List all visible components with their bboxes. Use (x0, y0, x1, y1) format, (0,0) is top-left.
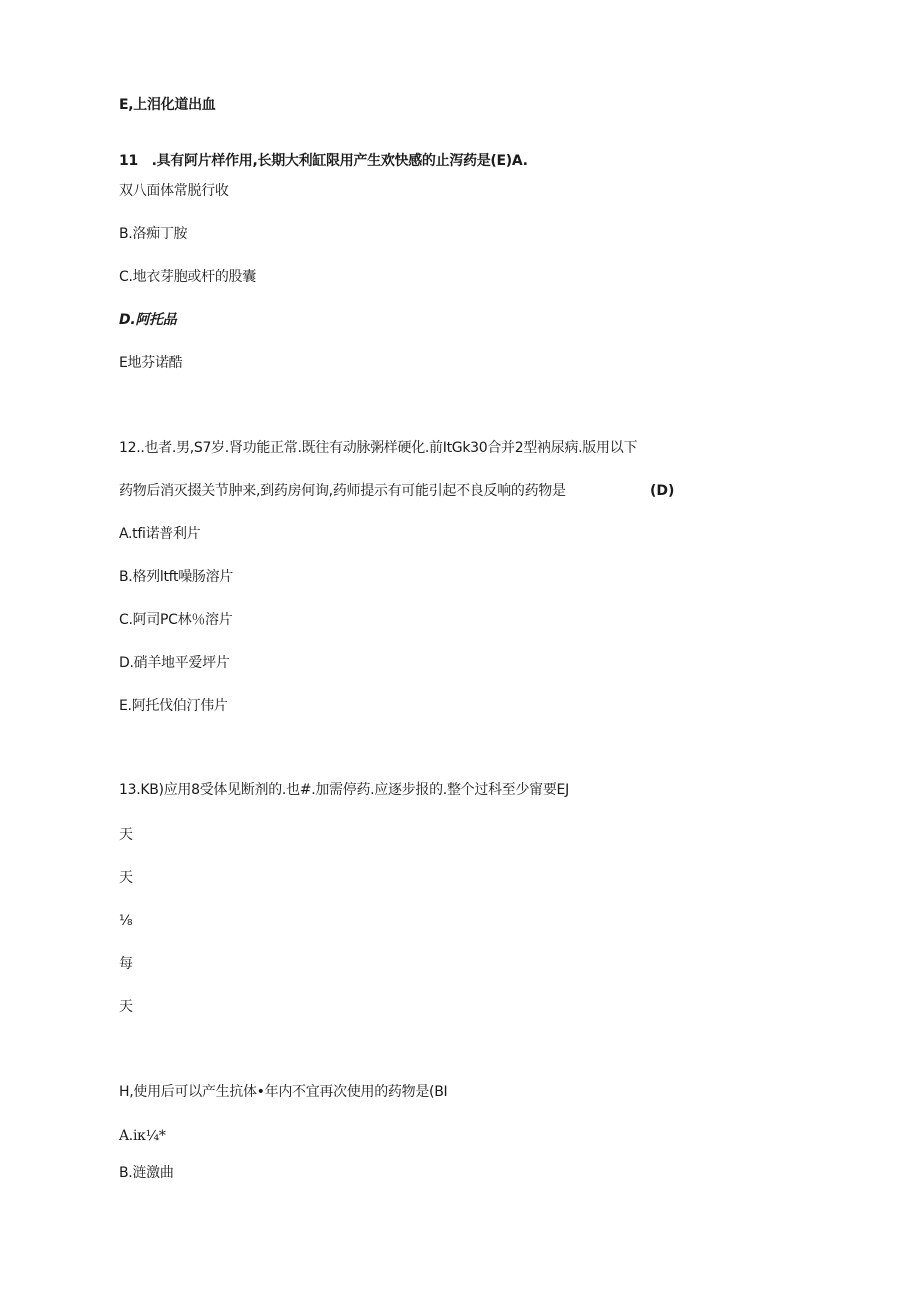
option-a-q11: 双八面体常脱行收 (119, 183, 229, 199)
option-e-q12: E.阿托伐伯汀伟片 (119, 698, 228, 714)
question-12-line-1: 12..也者.男,S7岁.肾功能正常.既往有动脉粥样硬化.前ItGk30合并2型衲尿病.版用以下 (119, 440, 638, 456)
option-b-q13: 天 (119, 870, 133, 886)
option-a-q12: A.tfi诺普利片 (119, 526, 201, 542)
option-c-q11: C.地衣芽胞或杆的股囊 (119, 269, 256, 285)
option-c-q12: C.阿司PC林％溶片 (119, 612, 233, 628)
option-e-q11: E地芬诺酷 (119, 355, 183, 371)
option-b-q11: B.洛痴丁胺 (119, 226, 188, 242)
option-a-q14: A.iκ¼* (119, 1128, 166, 1144)
option-c-q13: ⅛ (119, 913, 133, 929)
option-e-q13: 天 (119, 999, 133, 1015)
option-e-q10: E,上泪化道出血 (119, 97, 216, 113)
option-b-q12: B.格列ltft噪肠溶片 (119, 569, 234, 585)
option-a-q13: 天 (119, 827, 133, 843)
option-b-q14: B.涟激曲 (119, 1165, 174, 1181)
option-d-q11: D.阿托品 (119, 312, 177, 328)
question-12-line-2: 药物后消灭掇关节肿来,到药房何询,药师提示有可能引起不良反响的药物是 (119, 483, 566, 499)
option-d-q12: D.硝羊地平爱坪片 (119, 655, 230, 671)
question-14: H,使用后可以产生抗体•年内不宜再次使用的药物是(BI (119, 1084, 448, 1100)
option-d-q13: 每 (119, 956, 133, 972)
question-11: 11 .具有阿片样作用,长期大利缸限用产生欢快感的止泻药是(E)A. (119, 153, 528, 169)
question-13: 13.KB)应用8受体见断剂的.也#.加需停药.应逐步报的.整个过科至少甯要EJ (119, 782, 569, 798)
question-12-answer: (D) (650, 483, 675, 499)
